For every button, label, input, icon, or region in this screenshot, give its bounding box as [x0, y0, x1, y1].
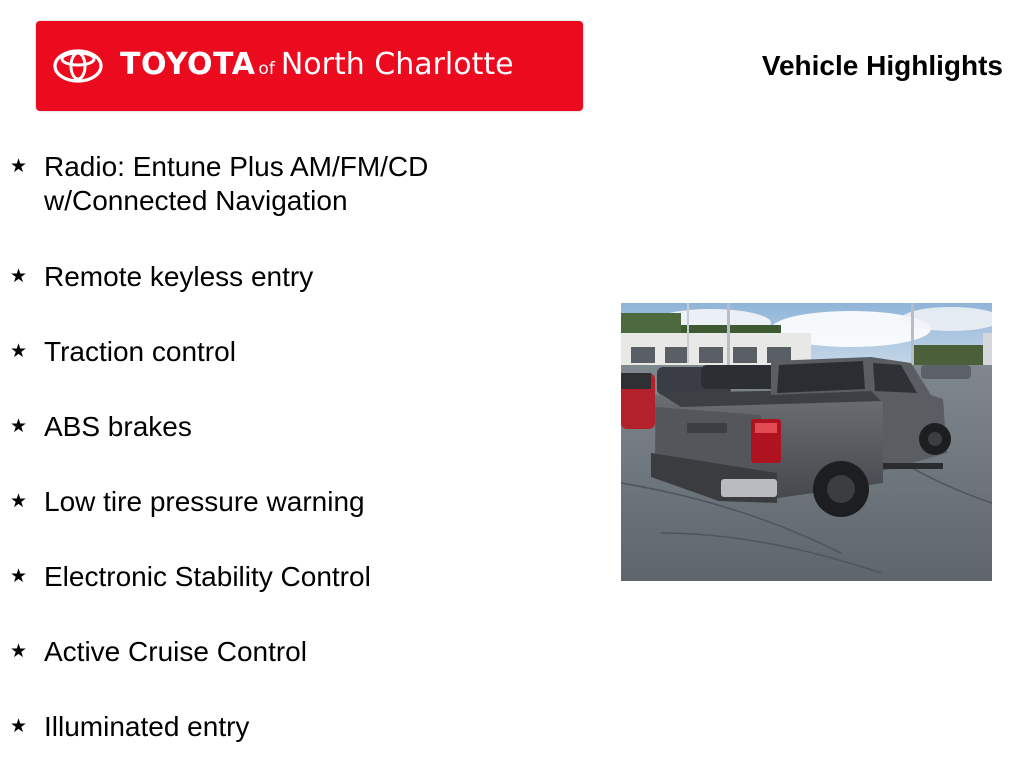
star-icon: ★	[10, 641, 28, 662]
list-item	[10, 485, 490, 519]
page-title: Vehicle Highlights	[761, 50, 1003, 81]
dealer-logo	[36, 21, 583, 111]
feature-label: Low tire pressure warning	[44, 486, 365, 517]
truck-photo-illustration	[621, 303, 992, 581]
feature-label: Radio: Entune Plus AM/FM/CD w/Connected Navigation	[44, 151, 429, 216]
dealer-logo-text	[120, 47, 514, 87]
star-icon: ★	[10, 416, 28, 437]
list-item	[10, 710, 490, 744]
feature-label: Traction control	[44, 336, 236, 367]
star-icon: ★	[10, 716, 28, 737]
star-icon: ★	[10, 491, 28, 512]
list-item	[10, 560, 490, 594]
list-item	[10, 260, 490, 294]
list-item	[10, 635, 490, 669]
vehicle-photo	[621, 303, 992, 581]
star-icon: ★	[10, 156, 28, 177]
list-item	[10, 410, 490, 444]
star-icon: ★	[10, 341, 28, 362]
star-icon: ★	[10, 266, 28, 287]
star-icon: ★	[10, 566, 28, 587]
list-item	[10, 150, 490, 218]
feature-label: Remote keyless entry	[44, 261, 314, 292]
feature-label: Illuminated entry	[44, 711, 250, 742]
logo-of: of	[258, 59, 275, 79]
feature-label: Electronic Stability Control	[44, 561, 371, 592]
toyota-emblem-icon	[52, 47, 104, 85]
logo-dealer: North Charlotte	[280, 47, 514, 82]
logo-brand: TOYOTA	[120, 47, 256, 82]
feature-label: ABS brakes	[44, 411, 192, 442]
list-item	[10, 335, 490, 369]
feature-label: Active Cruise Control	[44, 636, 307, 667]
